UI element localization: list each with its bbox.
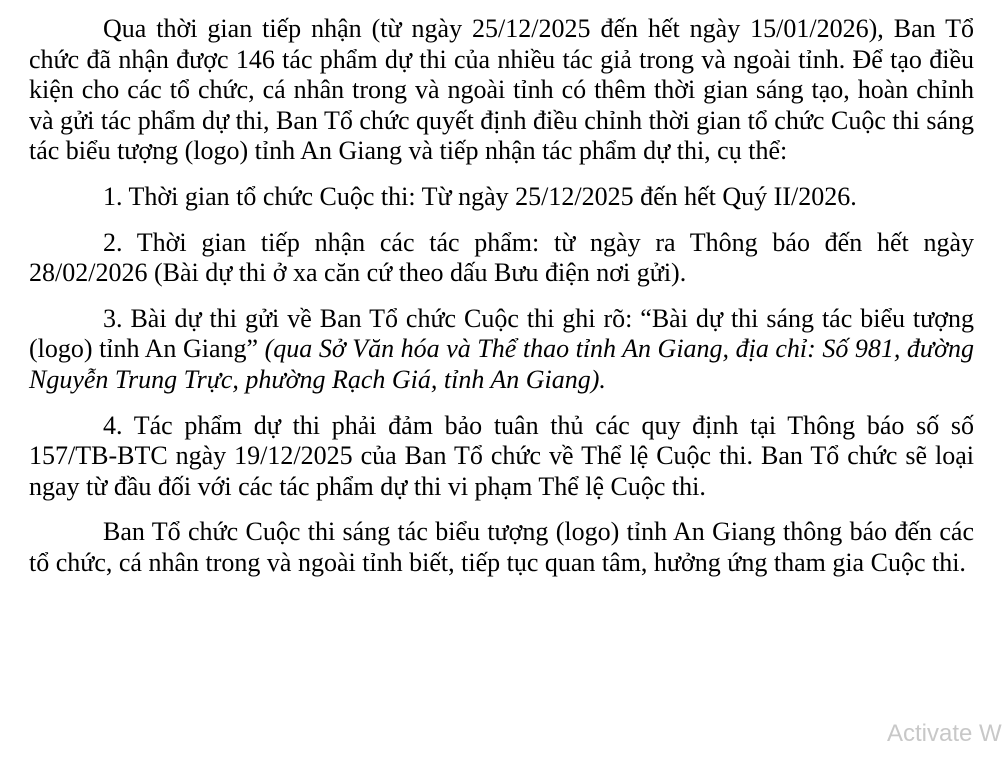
- activation-watermark: Activate W: [887, 720, 1002, 747]
- intro-paragraph: Qua thời gian tiếp nhận (từ ngày 25/12/2025 đến hết ngày 15/01/2026), Ban Tổ chức đã nhận được 146 tác phẩm dự thi của nhiều tác giả trong và ngoài tỉnh. Để tạo điều kiện cho các tổ chức, cá nhân trong và ngoài tỉnh có thêm thời gian sáng tạo, hoàn chỉnh và gửi tác phẩm dự thi, Ban Tổ chức quyết định điều chỉnh thời gian tổ chức Cuộc thi sáng tác biểu tượng (logo) tỉnh An Giang và tiếp nhận tác phẩm dự thi, cụ thể:: [29, 14, 974, 166]
- item-3-paragraph: [29, 304, 974, 396]
- item-3-text: 3. Bài dự thi gửi về Ban Tổ chức Cuộc thi ghi rõ: “Bài dự thi sáng tác biểu tượng (logo) tỉnh An Giang”: [29, 303, 974, 364]
- item-1-paragraph: 1. Thời gian tổ chức Cuộc thi: Từ ngày 25/12/2025 đến hết Quý II/2026.: [103, 181, 857, 211]
- item-3-address: (qua Sở Văn hóa và Thể thao tỉnh An Giang, địa chỉ: Số 981, đường Nguyễn Trung Trực, phường Rạch Giá, tỉnh An Giang).: [29, 334, 974, 394]
- closing-paragraph: Ban Tổ chức Cuộc thi sáng tác biểu tượng (logo) tỉnh An Giang thông báo đến các tổ chức, cá nhân trong và ngoài tỉnh biết, tiếp tục quan tâm, hưởng ứng tham gia Cuộc thi.: [29, 517, 974, 577]
- item-2-paragraph: 2. Thời gian tiếp nhận các tác phẩm: từ ngày ra Thông báo đến hết ngày 28/02/2026 (Bài dự thi ở xa căn cứ theo dấu Bưu điện nơi gửi).: [29, 227, 974, 288]
- item-4-paragraph: 4. Tác phẩm dự thi phải đảm bảo tuân thủ các quy định tại Thông báo số số 157/TB-BTC ngày 19/12/2025 của Ban Tổ chức về Thể lệ Cuộc thi. Ban Tổ chức sẽ loại ngay từ đầu đối với các tác phẩm dự thi vi phạm Thể lệ Cuộc thi.: [29, 410, 974, 501]
- document-body: [29, 14, 974, 579]
